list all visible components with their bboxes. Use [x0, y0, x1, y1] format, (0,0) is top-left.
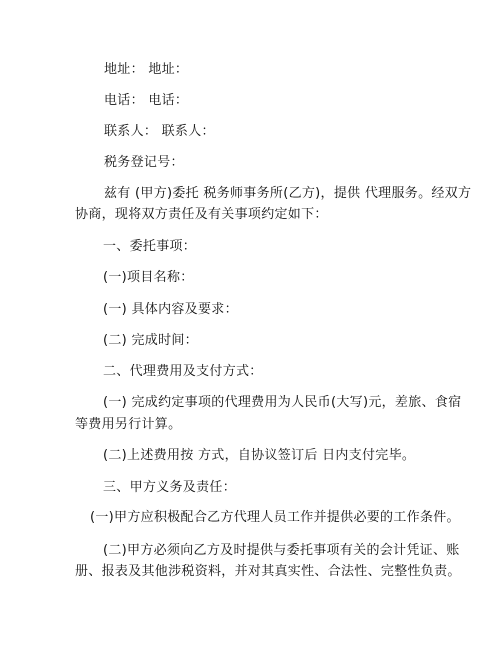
party-a-duty-1: (一)甲方应积极配合乙方代理人员工作并提供必要的工作条件。 — [90, 510, 460, 525]
fee-paragraph-line-2: 等费用另行计算。 — [75, 417, 182, 432]
party-a-duty-2-line-2: 册、报表及其他涉税资料，并对其真实性、合法性、完整性负责。 — [75, 564, 461, 579]
content-requirements-line: (一) 具体内容及要求： — [103, 302, 238, 317]
phone-line: 电话： 电话： — [104, 93, 189, 108]
tax-registration-line: 税务登记号： — [104, 155, 184, 170]
fee-paragraph-line-1: (一) 完成约定事项的代理费用为人民币(大写)元，差旅、食宿 — [103, 395, 462, 410]
address-line: 地址： 地址： — [104, 62, 189, 77]
project-name-line: (一)项目名称： — [103, 270, 194, 285]
section-heading-commission: 一、委托事项： — [103, 239, 197, 254]
section-heading-fees: 二、代理费用及支付方式： — [103, 364, 263, 379]
payment-method-line: (二)上述费用按 方式，自协议签订后 日内支付完毕。 — [103, 448, 416, 463]
intro-paragraph-line-2: 协商，现将双方责任及有关事项约定如下： — [75, 207, 328, 222]
contact-line: 联系人： 联系人： — [104, 124, 215, 139]
section-heading-party-a-duties: 三、甲方义务及责任： — [103, 480, 237, 495]
party-a-duty-2-line-1: (二)甲方必须向乙方及时提供与委托事项有关的会计凭证、账 — [103, 543, 460, 558]
intro-paragraph-line-1: 兹有 (甲方)委托 税务师事务所(乙方)，提供 代理服务。经双方 — [104, 186, 472, 201]
completion-time-line: (二) 完成时间： — [103, 333, 198, 348]
